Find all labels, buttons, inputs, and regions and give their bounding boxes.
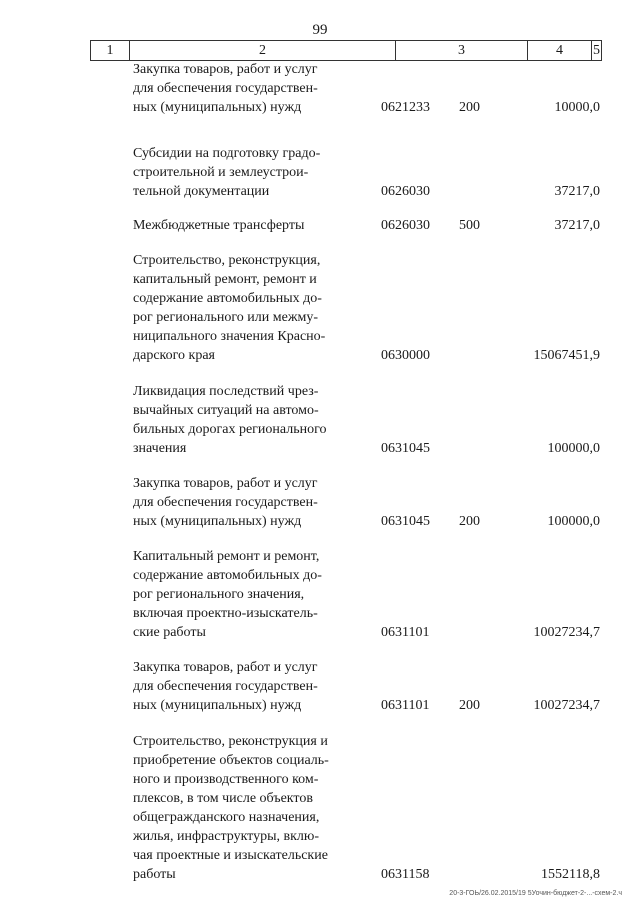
row-amount: 10027234,7 (533, 625, 600, 640)
row-amount: 100000,0 (547, 441, 600, 456)
row-description: Строительство, реконструкция, капитальный ремонт, ремонт и содержание автомобильных до- рог регионального или межму- ниципального значения Красно- дарского края (133, 253, 326, 363)
row-code: 0631101 (381, 625, 430, 640)
table-row (0, 60, 640, 117)
row-code: 0626030 (381, 184, 430, 199)
table-row (0, 382, 640, 458)
row-code: 0631045 (381, 441, 430, 456)
row-type: 200 (459, 100, 480, 115)
table-row (0, 251, 640, 365)
row-description: Закупка товаров, работ и услуг для обеспечения государствен- ных (муниципальных) нужд (133, 660, 318, 713)
table-body (0, 60, 640, 884)
footer-print-code: 20-3-ГОЬ/26.02.2015/19 5Уочин-бюджет-2-...-схем-2.ч (449, 890, 622, 897)
row-code: 0630000 (381, 348, 430, 363)
row-amount: 10000,0 (554, 100, 600, 115)
row-code: 0631158 (381, 867, 430, 882)
header-col-5: 5 (593, 43, 600, 58)
table-row (0, 144, 640, 201)
row-amount: 37217,0 (554, 184, 600, 199)
row-type: 200 (459, 698, 480, 713)
header-col-3: 3 (395, 41, 527, 60)
row-description: Закупка товаров, работ и услуг для обеспечения государствен- ных (муниципальных) нужд (133, 62, 318, 115)
row-code: 0626030 (381, 218, 430, 233)
row-amount: 100000,0 (547, 514, 600, 529)
row-code: 0621233 (381, 100, 430, 115)
header-col-1: 1 (90, 41, 129, 60)
header-col-2: 2 (129, 41, 395, 60)
table-row (0, 732, 640, 884)
table-row (0, 216, 640, 235)
row-description: Строительство, реконструкция и приобретение объектов социаль- ного и производственного ком- плексов, в том числе объектов общегражданского назначения, жилья, инфраструктуры, вклю- чая проектные и изыскательские работы (133, 734, 329, 882)
row-code: 0631101 (381, 698, 430, 713)
table-row (0, 474, 640, 531)
row-description: Закупка товаров, работ и услуг для обеспечения государствен- ных (муниципальных) нужд (133, 476, 318, 529)
row-amount: 10027234,7 (533, 698, 600, 713)
row-amount: 1552118,8 (541, 867, 600, 882)
row-description: Капитальный ремонт и ремонт, содержание автомобильных до- рог регионального значения, включая проектно-изыскатель- ские работы (133, 549, 322, 640)
table-row (0, 547, 640, 642)
row-amount: 15067451,9 (533, 348, 600, 363)
header-col-4: 4 (527, 41, 591, 60)
table-header (90, 40, 602, 61)
row-description: Межбюджетные трансферты (133, 218, 305, 233)
table-row (0, 658, 640, 715)
row-amount: 37217,0 (554, 218, 600, 233)
row-type: 200 (459, 514, 480, 529)
row-description: Ликвидация последствий чрез- вычайных ситуаций на автомо- бильных дорогах регионального значения (133, 384, 327, 456)
row-code: 0631045 (381, 514, 430, 529)
row-type: 500 (459, 218, 480, 233)
page-number: 99 (312, 22, 328, 38)
row-description: Субсидии на подготовку градо- строительной и землеустрои- тельной документации (133, 146, 321, 199)
